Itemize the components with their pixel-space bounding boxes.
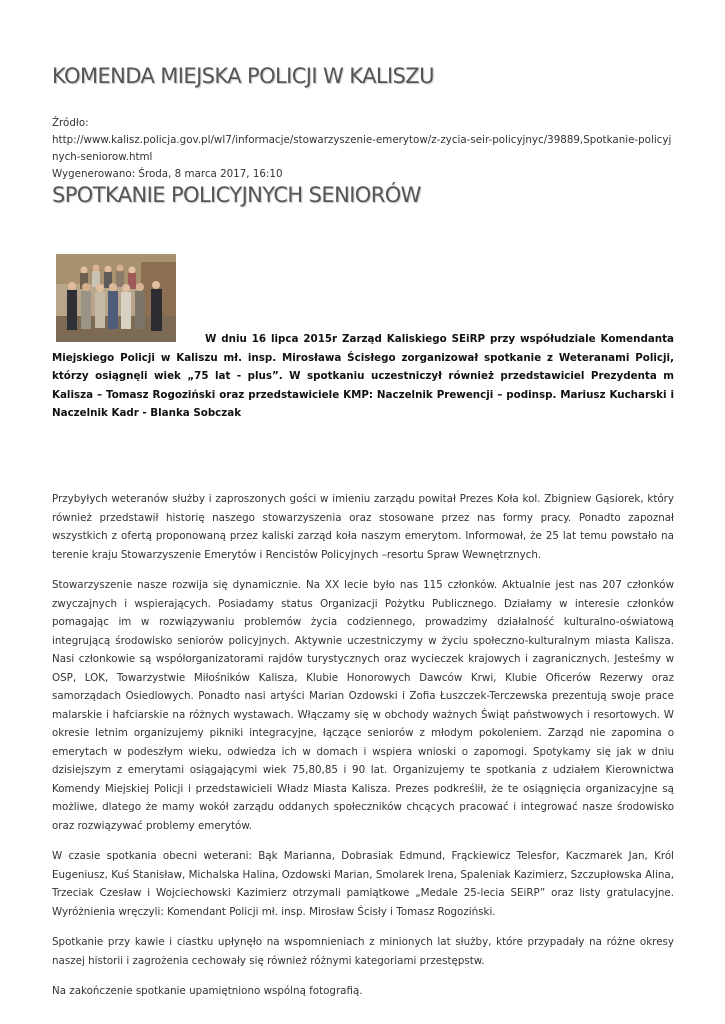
paragraph-1: Przybyłych weteranów służby i zaproszonych gości w imieniu zarządu powitał Prezes Koła kol. Zbigniew Gąsiorek, który również przedstawił historię naszego stowarzyszenia oraz stosowane przez nas formy pracy. Ponadto zapoznał wszystkich z ofertą proponowaną przez kaliski zarząd koła naszym emerytom. Informował, że 25 lat temu powstało na terenie kraju Stowarzyszenie Emerytów i Rencistów Policyjnych –resortu Spraw Wewnętrznych. — [52, 493, 674, 561]
paragraph-4: Spotkanie przy kawie i ciastku upłynęło na wspomnieniach z minionych lat służby, które przypadały na różne okresy naszej historii i zagrożenia cechowały się również różnymi kategoriami przestępstw. — [52, 936, 674, 967]
article-body — [52, 490, 674, 1013]
source-url[interactable]: http://www.kalisz.policja.gov.pl/wl7/informacje/stowarzyszenie-emerytow/z-zycia-seir-policyjnyc/39889,Spotkanie-policyjnych-seniorow.html — [52, 134, 672, 163]
generated-date: Wygenerowano: Środa, 8 marca 2017, 16:10 — [52, 168, 283, 180]
article-lead — [52, 330, 674, 423]
paragraph-2: Stowarzyszenie nasze rozwija się dynamicznie. Na XX lecie było nas 115 członków. Aktualnie jest nas 207 członków zwyczajnych i wspierających. Posiadamy status Organizacji Pożytku Publicznego. Działamy w interesie członków pomagając im w rozwiązywaniu problemów życia codziennego, prowadzimy działalność kulturalno-oświatową integrującą środowisko seniorów policyjnych. Aktywnie uczestniczymy w życiu społeczno-kulturalnym miasta Kalisza. Nasi członkowie są współorganizatorami rajdów turystycznych oraz wycieczek krajowych i zagranicznych. Jesteśmy w OSP, LOK, Towarzystwie Miłośników Kalisza, Klubie Honorowych Dawców Krwi, Klubie Oficerów Rezerwy oraz samorządach Osiedlowych. Ponadto nasi artyści Marian Ozdowski i Zofia Łuszczek-Terczewska prezentują swoje prace malarskie i hafciarskie na różnych wystawach. Włączamy się w obchody ważnych Świąt państwowych i resortowych. W okresie letnim organizujemy pikniki integracyjne, łączące seniorów z młodym pokoleniem. Zarząd nie zapomina o emerytach w podeszłym wieku, odwiedza ich w domach i wspiera wnioski o zapomogi. Spotykamy się jak w dniu dzisiejszym z emerytami osiągającymi wiek 75,80,85 i 90 lat. Organizujemy te spotkania z udziałem Kierownictwa Komendy Miejskiej Policji i przedstawicieli Władz Miasta Kalisza. Prezes podkreślił, że te osiągnięcia organizacyjne są możliwe, dlatego że mamy wokół zarządu oddanych społeczników chcących pracować i integrować nasze środowisko oraz rozwiązywać problemy emerytów. — [52, 579, 674, 832]
article-title: SPOTKANIE POLICYJNYCH SENIORÓW — [52, 183, 421, 207]
site-title: KOMENDA MIEJSKA POLICJI W KALISZU — [52, 64, 434, 88]
source-label: Źródło: — [52, 117, 89, 129]
group-photo — [56, 254, 176, 342]
paragraph-3: W czasie spotkania obecni weterani: Bąk Marianna, Dobrasiak Edmund, Frąckiewicz Telesfor, Kaczmarek Jan, Król Eugeniusz, Kuś Stanisław, Michalska Halina, Ozdowski Marian, Smolarek Irena, Spaleniak Kazimierz, Szczupłowska Alina, Trzeciak Czesław i Wojciechowski Kazimierz otrzymali pamiątkowe „Medale 25-lecia SEiRP” oraz listy gratulacyjne. Wyróżnienia wręczyli: Komendant Policji mł. insp. Mirosław Ścisły i Tomasz Rogoziński. — [52, 850, 674, 918]
paragraph-5: Na zakończenie spotkanie upamiętniono wspólną fotografią. — [52, 985, 363, 997]
source-meta — [52, 115, 677, 183]
lead-text: W dniu 16 lipca 2015r Zarząd Kaliskiego SEiRP przy współudziale Komendanta Miejskiego Policji w Kaliszu mł. insp. Mirosława Ścisłego zorganizował spotkanie z Weteranami Policji, którzy osiągnęli wiek „75 lat - plus”. W spotkaniu uczestniczył również przedstawiciel Prezydenta m Kalisza – Tomasz Rogoziński oraz przedstawiciele KMP: Naczelnik Prewencji – podinsp. Mariusz Kucharski i Naczelnik Kadr - Blanka Sobczak — [52, 333, 674, 419]
